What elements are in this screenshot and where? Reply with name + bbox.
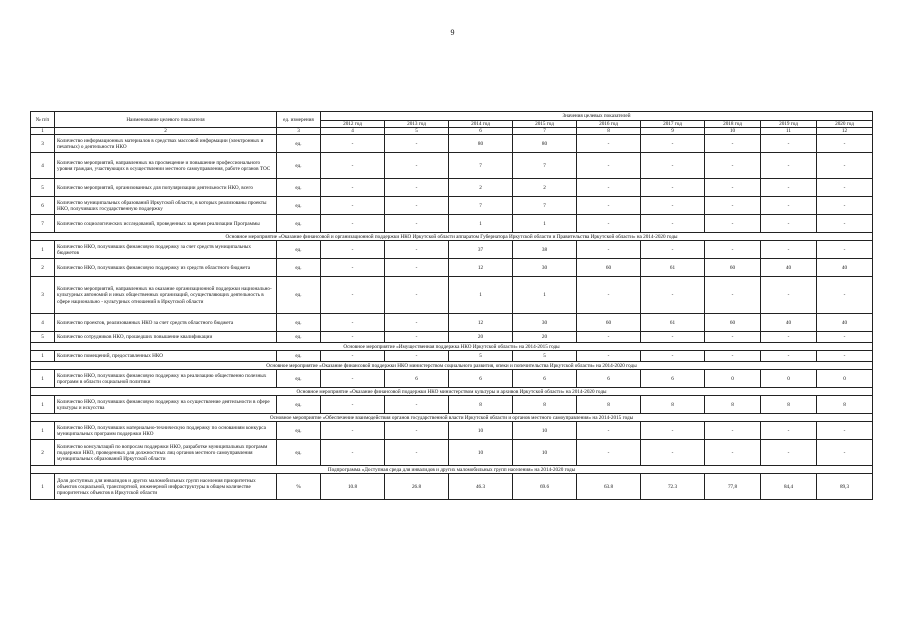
value-cell: - bbox=[385, 351, 449, 362]
table-row bbox=[31, 135, 873, 153]
table-row bbox=[31, 332, 873, 343]
value-cell: - bbox=[761, 351, 817, 362]
value-cell: 61 bbox=[641, 259, 705, 277]
table-row bbox=[31, 351, 873, 362]
value-cell: 8 bbox=[641, 396, 705, 414]
column-numbers-row bbox=[31, 128, 873, 135]
value-cell: 60 bbox=[705, 314, 761, 332]
value-cell: - bbox=[385, 332, 449, 343]
indicator-name: Количество НКО, получивших финансовую поддержку на реализацию общественно полезных программ в области социальной политики bbox=[55, 370, 277, 388]
value-cell: - bbox=[817, 179, 873, 197]
header-name: Наименование целевого показателя bbox=[55, 112, 277, 128]
indicator-name: Количество НКО, получивших материально-техническую поддержку по основаниям конкурса муниципальных программ поддержки НКО bbox=[55, 422, 277, 440]
section-row bbox=[31, 343, 873, 351]
row-number: 2 bbox=[31, 440, 55, 466]
year-header: 2016 год bbox=[577, 121, 641, 128]
value-cell: 7 bbox=[513, 153, 577, 179]
section-title: Подпрограмма «Доступная среда для инвалидов и других маломобильных групп населения» на 2014-2020 годы bbox=[31, 466, 873, 474]
unit-cell: ед. bbox=[277, 440, 321, 466]
value-cell: - bbox=[385, 179, 449, 197]
section-row bbox=[31, 362, 873, 370]
value-cell: 60 bbox=[577, 259, 641, 277]
indicator-name: Количество НКО, получивших финансовую поддержку из средств областного бюджета bbox=[55, 259, 277, 277]
year-header: 2019 год bbox=[761, 121, 817, 128]
value-cell: - bbox=[705, 351, 761, 362]
value-cell: - bbox=[817, 332, 873, 343]
column-number: 5 bbox=[385, 128, 449, 135]
table-row bbox=[31, 197, 873, 215]
table-row bbox=[31, 396, 873, 414]
value-cell: - bbox=[577, 277, 641, 314]
value-cell: 30 bbox=[513, 314, 577, 332]
value-cell: 77,8 bbox=[705, 474, 761, 500]
value-cell: - bbox=[817, 440, 873, 466]
value-cell: 10 bbox=[513, 422, 577, 440]
value-cell: - bbox=[577, 440, 641, 466]
value-cell: - bbox=[577, 153, 641, 179]
year-header: 2014 год bbox=[449, 121, 513, 128]
column-number: 3 bbox=[277, 128, 321, 135]
value-cell: 20 bbox=[513, 332, 577, 343]
value-cell: 60 bbox=[577, 314, 641, 332]
unit-cell: ед. bbox=[277, 259, 321, 277]
indicator-name: Количество проектов, реализованных НКО за счет средств областного бюджета bbox=[55, 314, 277, 332]
value-cell: 7 bbox=[449, 153, 513, 179]
value-cell: - bbox=[817, 241, 873, 259]
indicator-name: Количество мероприятий, направленных на просвещение и повышение профессионального уровня граждан, участвующих в осуществлении местного самоуправления, работе органов ТОС bbox=[55, 153, 277, 179]
header-unit: ед. измерения bbox=[277, 112, 321, 128]
value-cell: 8 bbox=[705, 396, 761, 414]
value-cell: - bbox=[641, 241, 705, 259]
value-cell: 10 bbox=[449, 422, 513, 440]
section-row bbox=[31, 233, 873, 241]
value-cell: - bbox=[577, 332, 641, 343]
value-cell: - bbox=[761, 241, 817, 259]
value-cell: - bbox=[321, 351, 385, 362]
value-cell: - bbox=[577, 179, 641, 197]
value-cell: - bbox=[705, 153, 761, 179]
indicator-name: Количество информационных материалов в средствах массовой информации (электронных и печатных) о деятельности НКО bbox=[55, 135, 277, 153]
value-cell: - bbox=[385, 241, 449, 259]
value-cell: - bbox=[761, 215, 817, 233]
value-cell: - bbox=[705, 135, 761, 153]
value-cell: 6 bbox=[449, 370, 513, 388]
value-cell: - bbox=[641, 422, 705, 440]
column-number: 8 bbox=[577, 128, 641, 135]
row-number: 1 bbox=[31, 396, 55, 414]
value-cell: 61 bbox=[641, 314, 705, 332]
value-cell: - bbox=[577, 351, 641, 362]
year-header: 2020 год bbox=[817, 121, 873, 128]
value-cell: 1 bbox=[513, 277, 577, 314]
value-cell: - bbox=[817, 197, 873, 215]
value-cell: - bbox=[321, 241, 385, 259]
value-cell: - bbox=[641, 153, 705, 179]
row-number: 6 bbox=[31, 197, 55, 215]
value-cell: - bbox=[321, 277, 385, 314]
year-header: 2013 год bbox=[385, 121, 449, 128]
value-cell: - bbox=[321, 422, 385, 440]
column-number: 6 bbox=[449, 128, 513, 135]
year-header: 2018 год bbox=[705, 121, 761, 128]
table-row bbox=[31, 179, 873, 197]
indicator-name: Количество мероприятий, направленных на оказание организационной поддержки национально-культурных автономий и иных общественных организаций, осуществляющих деятельность в сфере национально - культурных отношений в Иркутской области bbox=[55, 277, 277, 314]
section-row bbox=[31, 388, 873, 396]
section-title: Основное мероприятие «Имущественная поддержка НКО Иркутской области» на 2014-2015 годы bbox=[31, 343, 873, 351]
value-cell: - bbox=[321, 153, 385, 179]
row-number: 7 bbox=[31, 215, 55, 233]
value-cell: 0 bbox=[705, 370, 761, 388]
table-row bbox=[31, 314, 873, 332]
year-header: 2015 год bbox=[513, 121, 577, 128]
value-cell: - bbox=[321, 396, 385, 414]
value-cell: - bbox=[321, 197, 385, 215]
section-title: Основное мероприятие «Оказание финансовой и организационной поддержки НКО Иркутской области аппаратом Губернатора Иркутской области и Правительства Иркутской области» на 2014-2020 годы bbox=[31, 233, 873, 241]
value-cell: 5 bbox=[513, 351, 577, 362]
row-number: 4 bbox=[31, 153, 55, 179]
table-row bbox=[31, 277, 873, 314]
value-cell: 30 bbox=[513, 259, 577, 277]
value-cell: - bbox=[577, 422, 641, 440]
value-cell: - bbox=[641, 197, 705, 215]
value-cell: 26.8 bbox=[385, 474, 449, 500]
value-cell: 8 bbox=[513, 396, 577, 414]
unit-cell: ед. bbox=[277, 422, 321, 440]
unit-cell: ед. bbox=[277, 197, 321, 215]
value-cell: 0 bbox=[817, 370, 873, 388]
value-cell: - bbox=[385, 215, 449, 233]
value-cell: 6 bbox=[513, 370, 577, 388]
value-cell: - bbox=[761, 440, 817, 466]
value-cell: - bbox=[641, 440, 705, 466]
value-cell: - bbox=[385, 135, 449, 153]
value-cell: - bbox=[641, 277, 705, 314]
indicator-name: Количество мероприятий, организованных для популяризации деятельности НКО, всего bbox=[55, 179, 277, 197]
value-cell: 8 bbox=[761, 396, 817, 414]
value-cell: - bbox=[321, 370, 385, 388]
value-cell: - bbox=[705, 197, 761, 215]
value-cell: - bbox=[817, 215, 873, 233]
column-number: 11 bbox=[761, 128, 817, 135]
value-cell: - bbox=[321, 179, 385, 197]
indicator-name: Доля доступных для инвалидов и других маломобильных групп населения приоритетных объектов социальной, транспортной, инженерной инфраструктуры в общем количестве приоритетных объектов в Иркутской области bbox=[55, 474, 277, 500]
value-cell: - bbox=[761, 197, 817, 215]
value-cell: - bbox=[385, 259, 449, 277]
value-cell: - bbox=[761, 153, 817, 179]
header-row bbox=[31, 112, 873, 121]
section-title: Основное мероприятие «Оказание финансовой поддержки НКО министерством социального развития, опеки и попечительства Иркутской области» на 2014-2020 годы bbox=[31, 362, 873, 370]
column-number: 7 bbox=[513, 128, 577, 135]
value-cell: 40 bbox=[817, 259, 873, 277]
column-number: 4 bbox=[321, 128, 385, 135]
value-cell: 6 bbox=[577, 370, 641, 388]
section-row bbox=[31, 466, 873, 474]
header-values: Значения целевых показателей bbox=[321, 112, 873, 121]
unit-cell: ед. bbox=[277, 179, 321, 197]
table-row bbox=[31, 241, 873, 259]
value-cell: - bbox=[385, 396, 449, 414]
indicator-name: Количество консультаций по вопросам поддержки НКО, разработке муниципальных программ поддержки НКО, проведенных для должностных лиц органов местного самоуправления муниципальных образований Иркутской области bbox=[55, 440, 277, 466]
unit-cell: ед. bbox=[277, 153, 321, 179]
unit-cell: ед. bbox=[277, 135, 321, 153]
value-cell: 12 bbox=[449, 314, 513, 332]
value-cell: - bbox=[641, 215, 705, 233]
value-cell: - bbox=[817, 351, 873, 362]
value-cell: - bbox=[385, 153, 449, 179]
value-cell: 84,4 bbox=[761, 474, 817, 500]
value-cell: - bbox=[705, 332, 761, 343]
indicator-name: Количество сотрудников НКО, прошедших повышение квалификации bbox=[55, 332, 277, 343]
value-cell: - bbox=[705, 422, 761, 440]
column-number: 10 bbox=[705, 128, 761, 135]
value-cell: 46.3 bbox=[449, 474, 513, 500]
value-cell: 8 bbox=[449, 396, 513, 414]
unit-cell: ед. bbox=[277, 314, 321, 332]
indicator-name: Количество муниципальных образований Иркутской области, в которых реализованы проекты НКО, получивших государственную поддержку bbox=[55, 197, 277, 215]
table-row bbox=[31, 215, 873, 233]
row-number: 3 bbox=[31, 135, 55, 153]
value-cell: 40 bbox=[761, 314, 817, 332]
table-row bbox=[31, 422, 873, 440]
value-cell: - bbox=[705, 179, 761, 197]
row-number: 3 bbox=[31, 277, 55, 314]
value-cell: 8 bbox=[817, 396, 873, 414]
value-cell: - bbox=[321, 314, 385, 332]
value-cell: 80 bbox=[449, 135, 513, 153]
value-cell: - bbox=[577, 215, 641, 233]
value-cell: - bbox=[761, 135, 817, 153]
value-cell: 2 bbox=[513, 179, 577, 197]
value-cell: 63.8 bbox=[577, 474, 641, 500]
column-number: 12 bbox=[817, 128, 873, 135]
value-cell: - bbox=[705, 277, 761, 314]
row-number: 1 bbox=[31, 351, 55, 362]
header-num: № п/п bbox=[31, 112, 55, 128]
value-cell: 7 bbox=[449, 197, 513, 215]
year-header: 2017 год bbox=[641, 121, 705, 128]
value-cell: - bbox=[385, 197, 449, 215]
value-cell: - bbox=[641, 332, 705, 343]
year-header: 2012 год bbox=[321, 121, 385, 128]
unit-cell: ед. bbox=[277, 351, 321, 362]
value-cell: - bbox=[817, 153, 873, 179]
table-row bbox=[31, 259, 873, 277]
row-number: 5 bbox=[31, 332, 55, 343]
value-cell: - bbox=[705, 241, 761, 259]
value-cell: - bbox=[705, 215, 761, 233]
unit-cell: % bbox=[277, 474, 321, 500]
value-cell: 89,3 bbox=[817, 474, 873, 500]
unit-cell: ед. bbox=[277, 370, 321, 388]
value-cell: - bbox=[385, 440, 449, 466]
indicator-name: Количество социологических исследований, проведенных за время реализации Программы bbox=[55, 215, 277, 233]
value-cell: - bbox=[817, 135, 873, 153]
value-cell: - bbox=[641, 351, 705, 362]
unit-cell: ед. bbox=[277, 241, 321, 259]
value-cell: - bbox=[385, 277, 449, 314]
value-cell: - bbox=[385, 314, 449, 332]
value-cell: 5 bbox=[449, 351, 513, 362]
unit-cell: ед. bbox=[277, 396, 321, 414]
value-cell: - bbox=[577, 241, 641, 259]
value-cell: 0 bbox=[761, 370, 817, 388]
section-title: Основное мероприятие «Оказание финансовой поддержки НКО министерством культуры и архивов Иркутской области» на 2014-2020 годы bbox=[31, 388, 873, 396]
indicator-name: Количество помещений, предоставленных НКО bbox=[55, 351, 277, 362]
value-cell: - bbox=[577, 135, 641, 153]
row-number: 1 bbox=[31, 474, 55, 500]
value-cell: 20 bbox=[449, 332, 513, 343]
value-cell: 6 bbox=[385, 370, 449, 388]
value-cell: - bbox=[641, 179, 705, 197]
value-cell: 40 bbox=[761, 259, 817, 277]
indicators-table bbox=[30, 111, 873, 500]
value-cell: 2 bbox=[449, 179, 513, 197]
value-cell: 10 bbox=[449, 440, 513, 466]
indicator-name: Количество НКО, получивших финансовую поддержку на осуществление деятельности в сфере культуры и искусства bbox=[55, 396, 277, 414]
row-number: 1 bbox=[31, 422, 55, 440]
table-row bbox=[31, 440, 873, 466]
value-cell: 8 bbox=[577, 396, 641, 414]
table-row bbox=[31, 474, 873, 500]
value-cell: 7 bbox=[513, 197, 577, 215]
row-number: 1 bbox=[31, 370, 55, 388]
value-cell: 1 bbox=[449, 215, 513, 233]
section-row bbox=[31, 414, 873, 422]
unit-cell: ед. bbox=[277, 332, 321, 343]
value-cell: 40 bbox=[817, 314, 873, 332]
value-cell: - bbox=[321, 332, 385, 343]
value-cell: - bbox=[761, 277, 817, 314]
value-cell: - bbox=[705, 440, 761, 466]
row-number: 5 bbox=[31, 179, 55, 197]
value-cell: 60 bbox=[705, 259, 761, 277]
value-cell: 80 bbox=[513, 135, 577, 153]
page-number: 9 bbox=[450, 28, 455, 37]
value-cell: - bbox=[761, 422, 817, 440]
row-number: 4 bbox=[31, 314, 55, 332]
value-cell: - bbox=[321, 259, 385, 277]
value-cell: 37 bbox=[449, 241, 513, 259]
column-number: 2 bbox=[55, 128, 277, 135]
value-cell: - bbox=[817, 277, 873, 314]
section-title: Основное мероприятие «Обеспечение взаимодействия органов государственной власти Иркутской области и органов местного самоуправления» на 2014-2015 годы bbox=[31, 414, 873, 422]
value-cell: 69.6 bbox=[513, 474, 577, 500]
value-cell: - bbox=[321, 440, 385, 466]
value-cell: 12 bbox=[449, 259, 513, 277]
value-cell: - bbox=[761, 179, 817, 197]
unit-cell: ед. bbox=[277, 215, 321, 233]
value-cell: - bbox=[817, 422, 873, 440]
value-cell: - bbox=[321, 215, 385, 233]
table-row bbox=[31, 153, 873, 179]
column-number: 9 bbox=[641, 128, 705, 135]
value-cell: 38 bbox=[513, 241, 577, 259]
value-cell: 6 bbox=[641, 370, 705, 388]
value-cell: - bbox=[761, 332, 817, 343]
value-cell: 72.3 bbox=[641, 474, 705, 500]
value-cell: - bbox=[641, 135, 705, 153]
row-number: 1 bbox=[31, 241, 55, 259]
unit-cell: ед. bbox=[277, 277, 321, 314]
value-cell: - bbox=[321, 135, 385, 153]
row-number: 2 bbox=[31, 259, 55, 277]
value-cell: - bbox=[385, 422, 449, 440]
value-cell: - bbox=[577, 197, 641, 215]
indicator-name: Количество НКО, получивших финансовую поддержку за счет средств муниципальных бюджетов bbox=[55, 241, 277, 259]
column-number: 1 bbox=[31, 128, 55, 135]
value-cell: 1 bbox=[513, 215, 577, 233]
value-cell: 1 bbox=[449, 277, 513, 314]
value-cell: 10.8 bbox=[321, 474, 385, 500]
value-cell: 10 bbox=[513, 440, 577, 466]
table-row bbox=[31, 370, 873, 388]
